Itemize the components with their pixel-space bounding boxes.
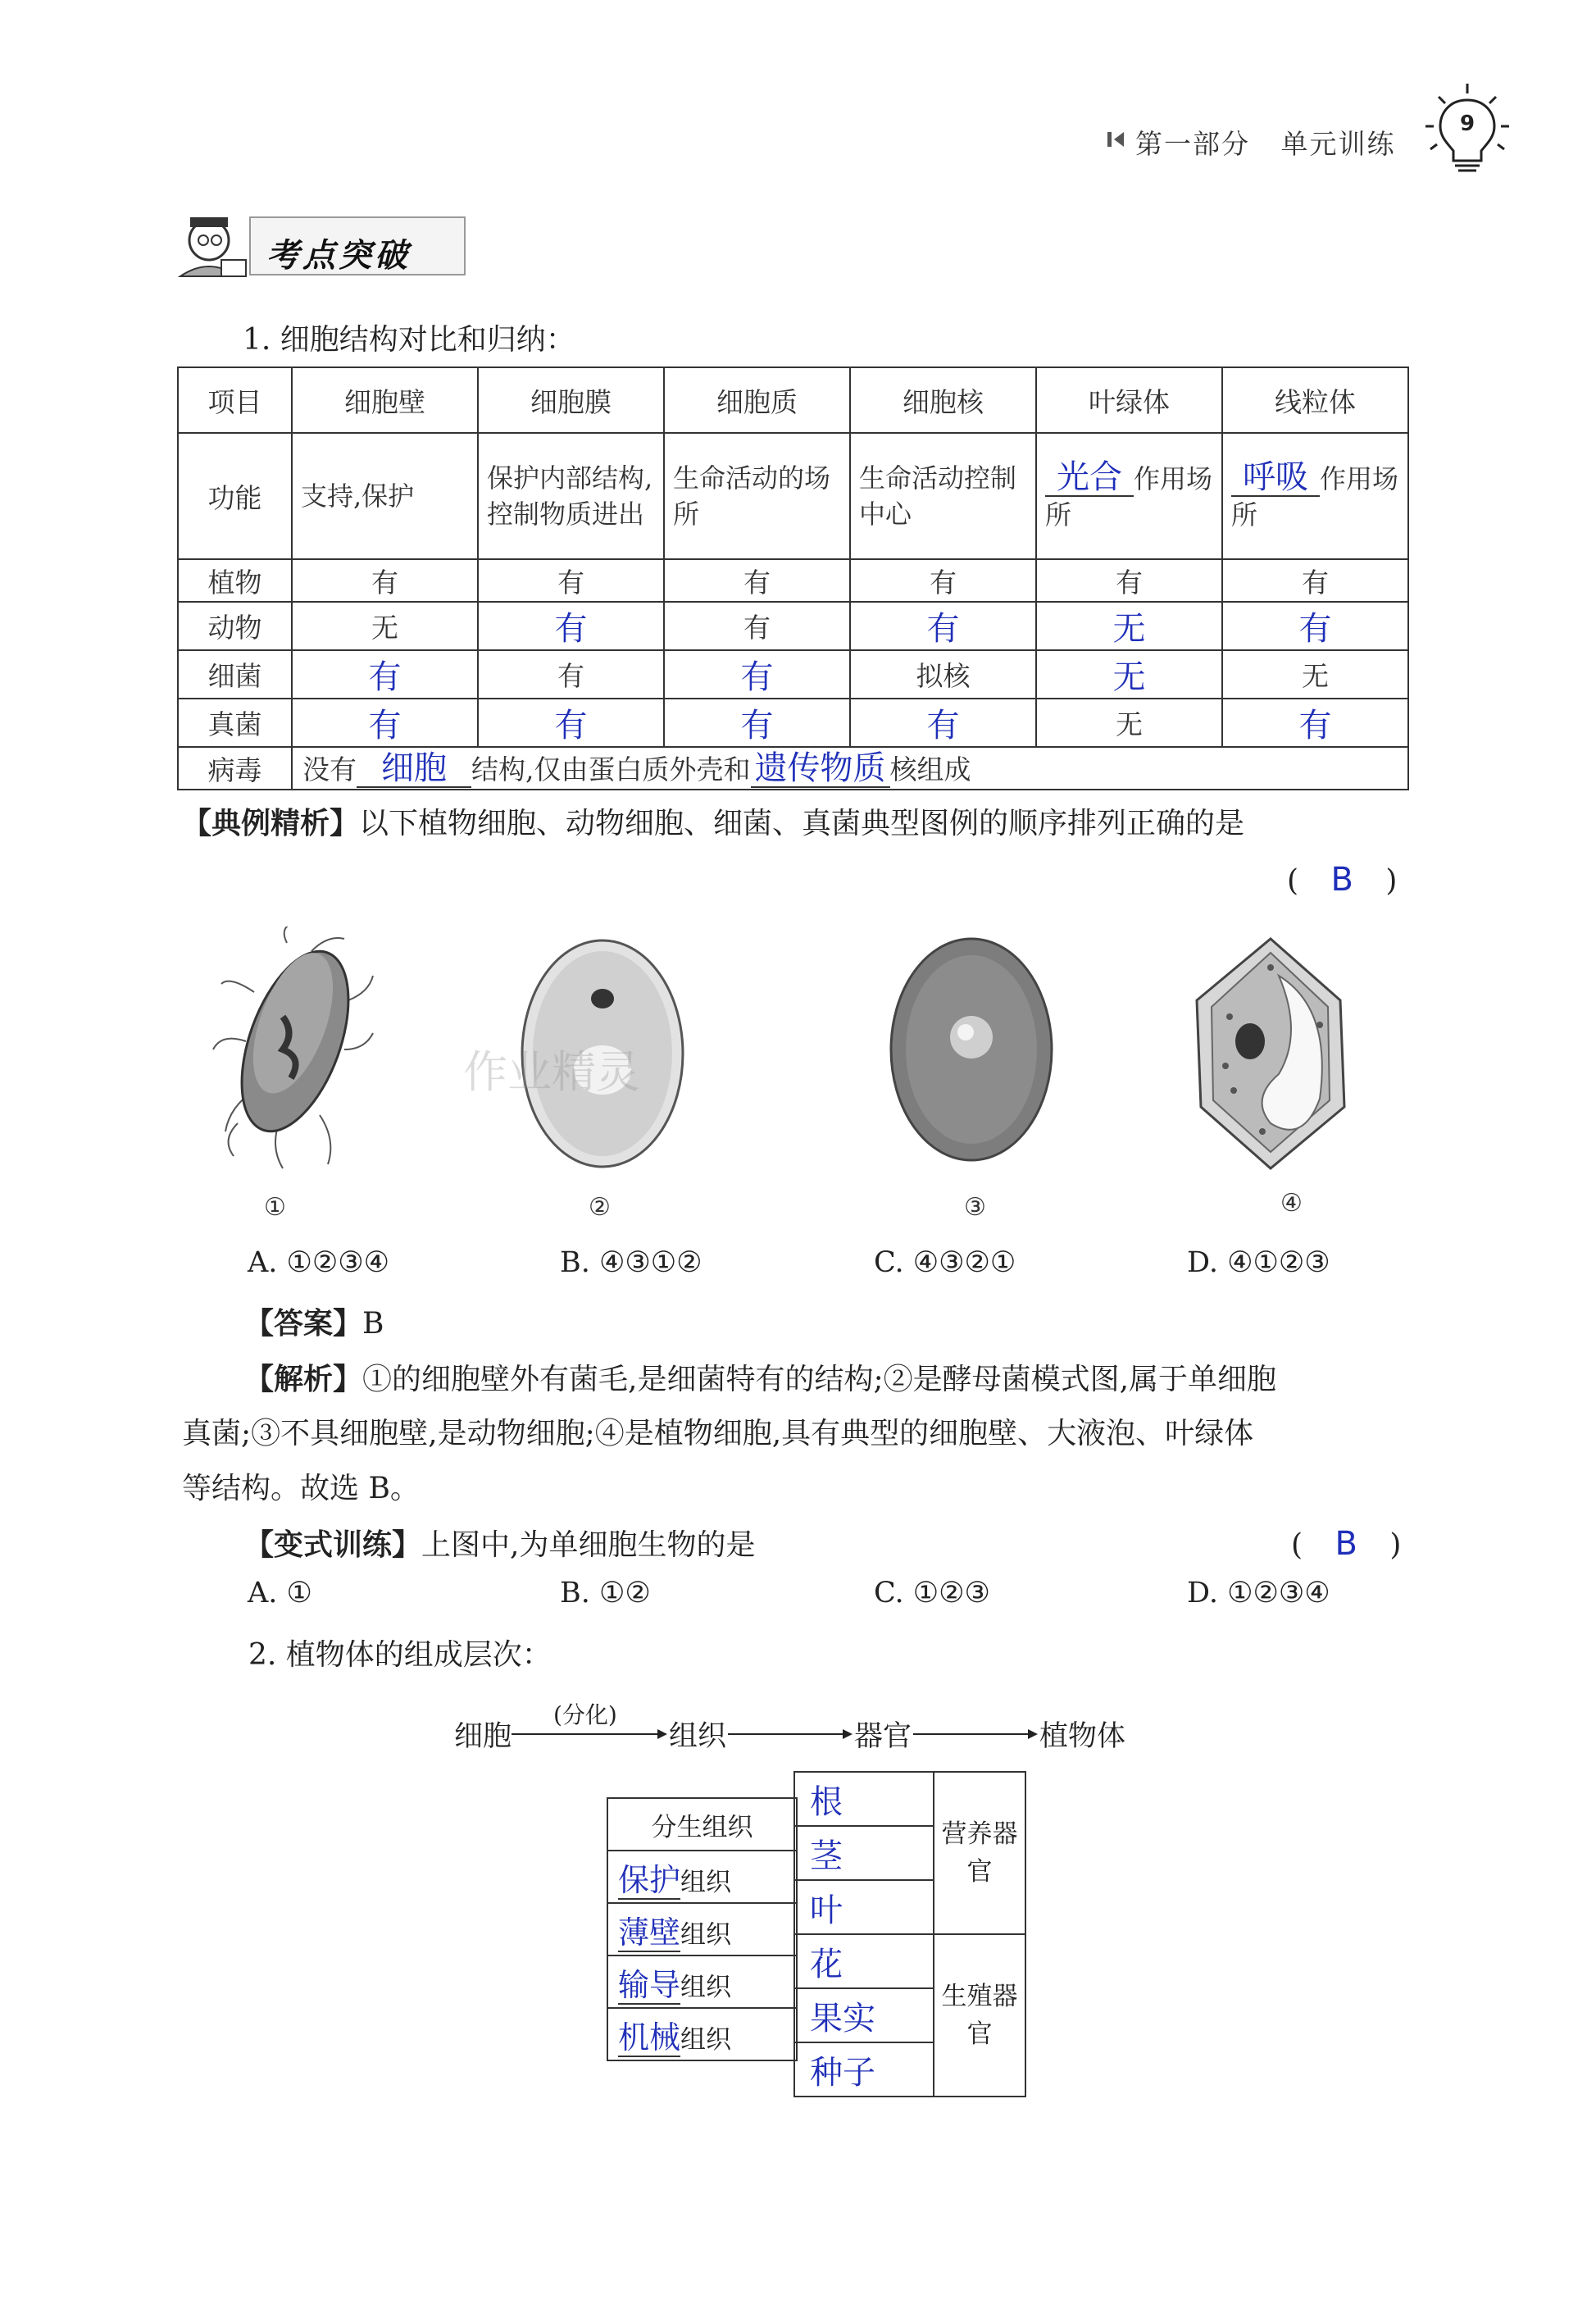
tissue-suffix: 组织 <box>680 1972 732 2002</box>
answer-line <box>244 1295 384 1352</box>
virus-text: 核组成 <box>889 754 971 785</box>
table-header-cell: 细胞膜 <box>478 367 664 433</box>
table-header-row <box>178 367 1408 433</box>
variant-option-b: B. ①② <box>560 1577 651 1609</box>
nucleus-function: 生命活动控制中心 <box>850 433 1036 559</box>
bacterium-figure <box>205 927 377 1172</box>
organ-item <box>794 2042 934 2097</box>
virus-answer-a: 细胞 <box>357 750 471 788</box>
table-cell: 有 <box>850 559 1036 602</box>
answer-tag: 【答案】 <box>244 1306 363 1341</box>
analysis-tag: 【解析】 <box>244 1362 363 1396</box>
tissue-item <box>607 1903 797 1955</box>
variant-option-c: C. ①②③ <box>874 1577 990 1609</box>
example-option-c: C. ④③②① <box>874 1246 1016 1279</box>
virus-row <box>178 747 1408 790</box>
table-cell: 有 <box>478 650 664 699</box>
example-answer: B <box>1330 861 1353 899</box>
variant-answer-paren <box>1291 1525 1401 1563</box>
answer-text: B <box>362 1307 384 1341</box>
vegetative-label-text: 营养器官 <box>941 1819 1018 1887</box>
tissue-suffix: 组织 <box>680 1919 732 1950</box>
table-header-cell: 线粒体 <box>1222 367 1408 433</box>
table-cell: 有 <box>850 699 1036 747</box>
variant-question-text: 上图中,为单细胞生物的是 <box>421 1528 756 1562</box>
organ-answer: 果实 <box>810 1999 875 2037</box>
chloroplast-function <box>1036 433 1222 559</box>
row-label: 植物 <box>178 559 292 602</box>
organ-answer: 花 <box>810 1945 843 1983</box>
analysis-line-1 <box>244 1351 1276 1408</box>
table-function-row <box>178 433 1408 559</box>
tissue-row <box>607 1903 797 1955</box>
table-cell: 有 <box>478 602 664 650</box>
example-tag: 【典例精析】 <box>182 806 360 840</box>
q1-title: 1. 细胞结构对比和归纳： <box>243 323 575 357</box>
header-unit: 单元训练 <box>1280 128 1396 160</box>
flow-arrow-icon <box>913 1722 1038 1746</box>
figure-label-3: ③ <box>964 1193 986 1222</box>
back-arrow-icon <box>1103 127 1127 152</box>
table-cell: 无 <box>1222 650 1408 699</box>
virus-answer-b: 遗传物质 <box>751 750 890 788</box>
cell-structure-table <box>177 367 1409 790</box>
organ-answer: 叶 <box>810 1891 843 1929</box>
animal-cell-figure <box>885 931 1057 1168</box>
mito-suffix: 作用场所 <box>1231 463 1399 530</box>
table-header-cell: 叶绿体 <box>1036 367 1222 433</box>
virus-text: 没有 <box>302 754 357 785</box>
organ-answer: 根 <box>810 1782 843 1821</box>
tissue-row <box>607 1851 797 1903</box>
example-answer-paren <box>1287 861 1397 899</box>
watermark: 作业精灵 <box>463 1046 640 1098</box>
vegetative-organ-label <box>934 1772 1025 1934</box>
tissue-row <box>607 1798 797 1851</box>
paren-close: ) <box>1389 1528 1402 1562</box>
table-header-cell: 细胞核 <box>850 367 1036 433</box>
q2-title: 2. 植物体的组成层次： <box>248 1638 552 1672</box>
table-row <box>178 699 1408 747</box>
analysis-line-3: 等结构。故选 B。 <box>182 1472 420 1505</box>
organ-item <box>794 1934 934 1988</box>
row-label: 真菌 <box>178 699 292 747</box>
figure-label-2: ② <box>589 1193 611 1222</box>
variant-answer: B <box>1335 1525 1357 1563</box>
page-number: 9 <box>1459 112 1476 136</box>
organ-item <box>794 1826 934 1880</box>
table-cell: 有 <box>664 602 850 650</box>
analysis-line-2: 真菌;③不具细胞壁,是动物细胞;④是植物细胞,具有典型的细胞壁、大液泡、叶绿体 <box>182 1417 1254 1450</box>
variant-option-d: D. ①②③④ <box>1187 1577 1330 1609</box>
paren-open: ( <box>1287 864 1299 898</box>
tissue-answer: 机械 <box>618 2019 681 2056</box>
plant-cell-figure <box>1189 935 1353 1172</box>
section-title: 考点突破 <box>266 236 411 275</box>
row-label: 功能 <box>178 433 292 559</box>
virus-text: 结构,仅由蛋白质外壳和 <box>471 754 751 785</box>
tissue-suffix: 分生组织 <box>651 1812 753 1842</box>
header-part: 第一部分 <box>1135 128 1250 160</box>
table-cell: 无 <box>292 602 478 650</box>
figure-label-4: ④ <box>1280 1189 1303 1218</box>
tissue-table <box>607 1797 798 2061</box>
tissue-item <box>607 1798 797 1851</box>
tissue-row <box>607 2008 797 2060</box>
tissue-answer: 输导 <box>618 1966 681 2003</box>
variant-tag: 【变式训练】 <box>244 1528 422 1562</box>
reproductive-organ-label <box>934 1934 1025 2097</box>
table-cell: 有 <box>1036 559 1222 602</box>
table-cell: 有 <box>1222 699 1408 747</box>
organ-row <box>794 1934 1025 1988</box>
flow-organ: 器官 <box>854 1720 912 1753</box>
flow-tissue: 组织 <box>669 1720 727 1753</box>
table-cell: 拟核 <box>850 650 1036 699</box>
wall-function: 支持,保护 <box>292 433 478 559</box>
table-cell: 有 <box>1222 602 1408 650</box>
tissue-suffix: 组织 <box>680 2024 732 2055</box>
figure-label-1: ① <box>264 1193 286 1222</box>
virus-description <box>292 747 1408 790</box>
flow-arrow-icon <box>728 1722 853 1746</box>
membrane-function: 保护内部结构,控制物质进出 <box>478 433 664 559</box>
tissue-row <box>607 1955 797 2008</box>
reproductive-label-text: 生殖器官 <box>941 1982 1018 2049</box>
paren-open: ( <box>1291 1528 1303 1562</box>
cartoon-student-icon <box>180 217 246 276</box>
header-title <box>1135 123 1395 162</box>
table-header-cell: 细胞壁 <box>292 367 478 433</box>
table-cell: 有 <box>478 699 664 747</box>
table-cell: 有 <box>850 602 1036 650</box>
table-row <box>178 650 1408 699</box>
table-cell: 无 <box>1036 699 1222 747</box>
example-option-d: D. ④①②③ <box>1187 1246 1330 1279</box>
chloroplast-suffix: 作用场所 <box>1045 463 1213 530</box>
table-header-cell: 细胞质 <box>664 367 850 433</box>
table-cell: 有 <box>292 559 478 602</box>
table-cell: 有 <box>292 699 478 747</box>
tissue-answer: 薄壁 <box>618 1914 681 1951</box>
chloroplast-answer: 光合 <box>1045 459 1134 497</box>
table-cell: 无 <box>1036 602 1222 650</box>
paren-close: ) <box>1385 864 1398 898</box>
flow-arrow-label: (分化) <box>553 1701 617 1728</box>
table-cell: 有 <box>292 650 478 699</box>
tissue-item <box>607 2008 797 2060</box>
flow-cell: 细胞 <box>454 1720 512 1753</box>
table-cell: 有 <box>664 559 850 602</box>
organ-answer: 茎 <box>810 1837 843 1875</box>
mito-answer: 呼吸 <box>1231 459 1320 497</box>
organ-item <box>794 1988 934 2042</box>
table-cell: 有 <box>664 650 850 699</box>
table-row <box>178 559 1408 602</box>
cytoplasm-function: 生命活动的场所 <box>664 433 850 559</box>
row-label: 细菌 <box>178 650 292 699</box>
example-option-b: B. ④③①② <box>560 1246 703 1279</box>
example-option-a: A. ①②③④ <box>248 1246 390 1279</box>
row-label: 病毒 <box>178 747 292 790</box>
row-label: 动物 <box>178 602 292 650</box>
analysis-text: ①的细胞壁外有菌毛,是细菌特有的结构;②是酵母菌模式图,属于单细胞 <box>362 1363 1277 1396</box>
tissue-item <box>607 1955 797 2008</box>
organ-item <box>794 1772 934 1826</box>
tissue-item <box>607 1851 797 1903</box>
organ-answer: 种子 <box>810 2053 875 2092</box>
table-cell: 有 <box>478 559 664 602</box>
table-header-cell: 项目 <box>178 367 292 433</box>
table-row <box>178 602 1408 650</box>
table-cell: 无 <box>1036 650 1222 699</box>
example-question <box>182 795 1244 852</box>
variant-option-a: A. ① <box>248 1577 312 1609</box>
mitochondria-function <box>1222 433 1408 559</box>
organ-item <box>794 1880 934 1934</box>
organ-row <box>794 1772 1025 1826</box>
page-number-bulb <box>1422 82 1512 180</box>
organ-table <box>793 1771 1026 2097</box>
flow-arrow-icon <box>512 1722 667 1746</box>
flow-plant: 植物体 <box>1039 1720 1126 1753</box>
table-cell: 有 <box>664 699 850 747</box>
variant-question <box>244 1517 755 1573</box>
example-question-text: 以下植物细胞、动物细胞、细菌、真菌典型图例的顺序排列正确的是 <box>359 807 1245 840</box>
tissue-suffix: 组织 <box>680 1867 732 1897</box>
table-cell: 有 <box>1222 559 1408 602</box>
tissue-answer: 保护 <box>618 1861 681 1898</box>
